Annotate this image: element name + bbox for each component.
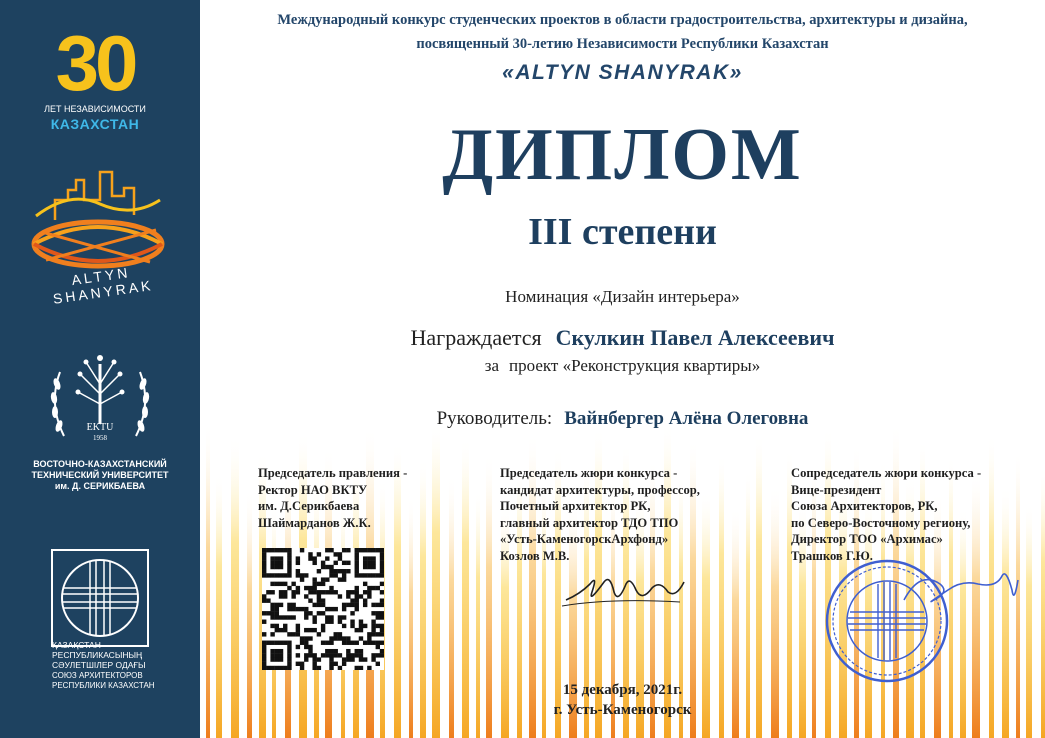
signature-block-middle xyxy=(500,465,700,564)
diploma-body xyxy=(200,0,1045,738)
stamp-signature-scribble xyxy=(900,560,1020,620)
sidebar xyxy=(0,0,200,738)
union-name-kz-line: РЕСПУБЛИКАСЫНЫҢ xyxy=(52,650,143,660)
signature-line: Сопредседатель жюри конкурса - xyxy=(791,466,982,480)
university-name xyxy=(0,459,200,492)
circle-cross-icon xyxy=(50,548,150,648)
project-line xyxy=(200,356,1045,376)
university-emblem xyxy=(0,344,200,454)
contest-logo-text: ALTYN SHANYRAK xyxy=(51,264,155,307)
signature-line: Шаймарданов Ж.К. xyxy=(258,515,371,530)
union-name-kz-line: ҚАЗАҚСТАН xyxy=(52,640,101,650)
independence-number: 30 xyxy=(55,19,135,107)
independence-country: КАЗАХСТАН xyxy=(50,116,140,132)
university-emblem-year: 1958 xyxy=(93,434,107,442)
signature-line: Почетный архитектор РК, xyxy=(500,499,651,513)
signature-scribble xyxy=(560,562,690,612)
qr-code[interactable] xyxy=(262,548,384,670)
union-name-ru-line: РЕСПУБЛИКИ КАЗАХСТАН xyxy=(52,681,155,690)
awarded-label: Награждается xyxy=(410,325,542,350)
union-name-ru-line: СОЮЗ АРХИТЕКТОРОВ xyxy=(52,671,143,680)
project-title: проект «Реконструкция квартиры» xyxy=(509,356,761,375)
leader-line xyxy=(200,408,1045,430)
date-block xyxy=(200,680,1045,720)
signature-line: Директор ТОО «Архимас» xyxy=(791,532,943,546)
union-name-kz-line: СӘУЛЕТШІЛЕР ОДАҒЫ xyxy=(52,660,146,670)
signature-line: Союза Архитекторов, РК, xyxy=(791,499,938,513)
project-prefix: за xyxy=(484,356,500,375)
signature-line: им. Д.Серикбаева xyxy=(258,499,360,513)
signature-line: по Северо-Восточному региону, xyxy=(791,515,971,530)
signature-block-right xyxy=(791,465,981,564)
contest-logo xyxy=(0,160,200,307)
nomination: Номинация «Дизайн интерьера» xyxy=(505,287,740,306)
architects-union-name xyxy=(52,640,200,691)
signature-line: Председатель правления - xyxy=(258,466,408,480)
signature-line: Председатель жюри конкурса - xyxy=(500,466,678,480)
university-name-line: ТЕХНИЧЕСКИЙ УНИВЕРСИТЕТ xyxy=(31,470,169,480)
award-line xyxy=(200,325,1045,351)
signature-line: «Усть-КаменогорскАрхфонд» xyxy=(500,532,669,546)
signature-line: кандидат архитектуры, профессор, xyxy=(500,482,700,497)
university-name-line: ВОСТОЧНО-КАЗАХСТАНСКИЙ xyxy=(33,459,167,469)
leader-name: Вайнбергер Алёна Олеговна xyxy=(564,408,809,429)
signature-line: главный архитектор ТДО ТПО xyxy=(500,515,679,530)
independence-caption: ЛЕТ НЕЗАВИСИМОСТИ xyxy=(44,104,146,114)
university-name-line: им. Д. СЕРИКБАЕВА xyxy=(54,481,146,491)
contest-header-line: посвященный 30-летию Независимости Республики Казахстан xyxy=(416,36,829,52)
contest-header-line: Международный конкурс студенческих проектов в области градостроительства, архитектуры и дизайна, xyxy=(277,12,968,28)
diploma-title: ДИПЛОМ xyxy=(442,114,803,196)
signature-line: Вице-президент xyxy=(791,482,882,497)
architects-union-logo xyxy=(50,548,150,648)
signature-line: Трашков Г.Ю. xyxy=(791,548,873,563)
contest-name: «ALTYN SHANYRAK» xyxy=(502,61,743,84)
awardee-name: Скулкин Павел Алексеевич xyxy=(555,325,835,350)
award-date: 15 декабря, 2021г. xyxy=(562,682,683,698)
independence-logo xyxy=(0,19,200,138)
signature-line: Козлов М.В. xyxy=(500,548,570,563)
leader-label: Руководитель: xyxy=(436,408,553,429)
award-city: г. Усть-Каменогорск xyxy=(553,702,692,718)
signature-line: Ректор НАО ВКТУ xyxy=(258,482,368,497)
university-emblem-text: EKTU xyxy=(86,422,114,433)
signature-block-left xyxy=(258,465,407,531)
diploma-degree: III степени xyxy=(528,211,717,253)
